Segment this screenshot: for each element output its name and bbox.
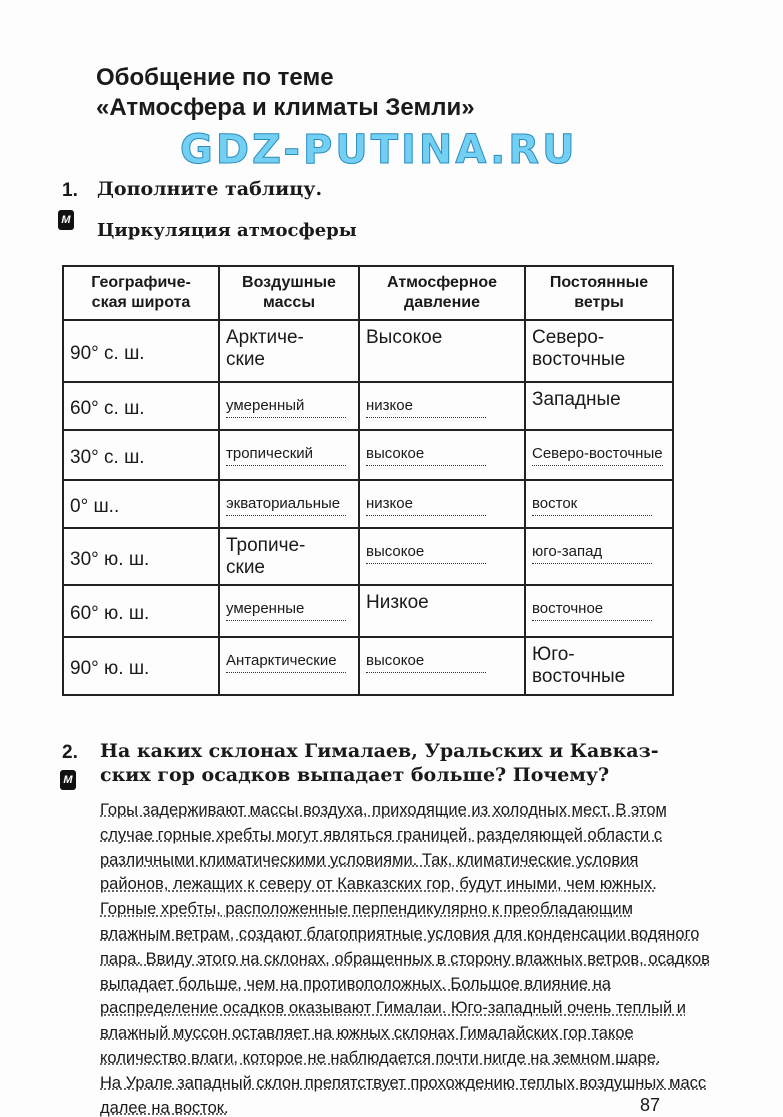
table-row (63, 528, 673, 585)
winds-cell (525, 480, 673, 528)
printed-value: Низкое (366, 592, 429, 613)
task2-question-line1: На каких склонах Гималаев, Уральских и Кавказ- (100, 740, 659, 762)
printed-value: 90° с. ш. (70, 343, 145, 364)
task1-text: Дополните таблицу. (97, 178, 323, 200)
printed-value: Тропиче- ские (226, 535, 306, 578)
pressure-cell (359, 382, 525, 430)
table-row (63, 480, 673, 528)
winds-cell (525, 585, 673, 637)
air-mass-cell (219, 585, 359, 637)
air-mass-cell (219, 382, 359, 430)
handwritten-answer: высокое (366, 650, 486, 673)
page-title-line2: «Атмосфера и климаты Земли» (96, 94, 475, 121)
printed-value: 30° с. ш. (70, 447, 145, 468)
answer-line: случае горные хребты могут являться границей, разделяющей области с (100, 825, 663, 844)
latitude-cell (63, 382, 219, 430)
pressure-cell (359, 585, 525, 637)
handwritten-answer: низкое (366, 395, 486, 418)
column-header: Воздушные массы (219, 266, 359, 320)
printed-value: 60° ю. ш. (70, 603, 150, 624)
answer-line: далее на восток. (100, 1098, 229, 1117)
task2-question-line2: ских гор осадков выпадает больше? Почему? (100, 764, 610, 786)
method-icon: М (60, 770, 76, 790)
printed-value: Высокое (366, 327, 443, 348)
table-row (63, 382, 673, 430)
handwritten-answer: Северо-восточные (532, 443, 663, 466)
winds-cell (525, 430, 673, 480)
handwritten-answer: высокое (366, 443, 486, 466)
page-number: 87 (640, 1095, 661, 1115)
circulation-table (62, 265, 674, 696)
page-title-line1: Обобщение по теме (96, 64, 334, 91)
printed-value: Арктиче- ские (226, 327, 304, 370)
table-title: Циркуляция атмосферы (97, 220, 357, 241)
column-header: Географиче- ская широта (63, 266, 219, 320)
handwritten-answer: Антарктические (226, 650, 346, 673)
latitude-cell (63, 320, 219, 382)
table-row (63, 430, 673, 480)
latitude-cell (63, 480, 219, 528)
answer-line: пара. Ввиду этого на склонах, обращенных в сторону влажных ветров, осадков (100, 949, 710, 968)
handwritten-answer: низкое (366, 493, 486, 516)
table-row (63, 320, 673, 382)
printed-value: 0° ш.. (70, 496, 120, 517)
answer-line: На Урале западный склон препятствует прохождению теплых воздушных масс (100, 1073, 707, 1092)
handwritten-answer: восточное (532, 598, 652, 621)
printed-value: 60° с. ш. (70, 398, 145, 419)
handwritten-answer: умеренные (226, 598, 346, 621)
handwritten-answer: тропический (226, 443, 346, 466)
answer-line: различными климатическими условиями. Так, климатические условия (100, 850, 639, 869)
latitude-cell (63, 528, 219, 585)
table-row (63, 637, 673, 695)
table-row (63, 585, 673, 637)
answer-line: влажный муссон оставляет на южных склонах Гималайских гор такое (100, 1024, 634, 1043)
column-header: Постоянные ветры (525, 266, 673, 320)
column-header: Атмосферное давление (359, 266, 525, 320)
watermark: GDZ-PUTINA.RU (180, 127, 578, 173)
handwritten-answer: восток (532, 493, 652, 516)
air-mass-cell (219, 480, 359, 528)
handwritten-answer: экваториальные (226, 493, 346, 516)
handwritten-answer: умеренный (226, 395, 346, 418)
task1-number: 1. (62, 180, 78, 201)
printed-value: Юго- восточные (532, 644, 626, 687)
air-mass-cell (219, 528, 359, 585)
task2-answer (100, 798, 783, 1117)
answer-line: влажным ветрам, создают благоприятные условия для конденсации водяного (100, 924, 700, 943)
answer-line: Горы задерживают массы воздуха, приходящие из холодных мест. В этом (100, 801, 667, 819)
air-mass-cell (219, 320, 359, 382)
printed-value: 30° ю. ш. (70, 548, 150, 570)
winds-cell (525, 528, 673, 585)
handwritten-answer: юго-запад (532, 541, 652, 564)
winds-cell (525, 382, 673, 430)
answer-line: выпадает больше, чем на противоположных. Большое влияние на (100, 974, 611, 993)
printed-value: Западные (532, 389, 621, 410)
winds-cell (525, 637, 673, 695)
pressure-cell (359, 480, 525, 528)
pressure-cell (359, 637, 525, 695)
pressure-cell (359, 320, 525, 382)
answer-line: районов, лежащих к северу от Кавказских гор, будут иными, чем южных. (100, 875, 657, 894)
task2-number: 2. (62, 742, 78, 763)
air-mass-cell (219, 430, 359, 480)
answer-line: распределение осадков оказывают Гималаи. Юго-западный очень теплый и (100, 999, 686, 1018)
latitude-cell (63, 585, 219, 637)
answer-line: Горные хребты, расположенные перпендикулярно к преобладающим (100, 900, 633, 919)
printed-value: Северо- восточные (532, 327, 626, 370)
air-mass-cell (219, 637, 359, 695)
printed-value: 90° ю. ш. (70, 658, 150, 679)
latitude-cell (63, 430, 219, 480)
answer-line: количество влаги, которое не наблюдается почти нигде на земном шаре. (100, 1048, 661, 1067)
winds-cell (525, 320, 673, 382)
pressure-cell (359, 528, 525, 585)
pressure-cell (359, 430, 525, 480)
handwritten-answer: высокое (366, 541, 486, 564)
method-icon: М (58, 210, 74, 230)
latitude-cell (63, 637, 219, 695)
